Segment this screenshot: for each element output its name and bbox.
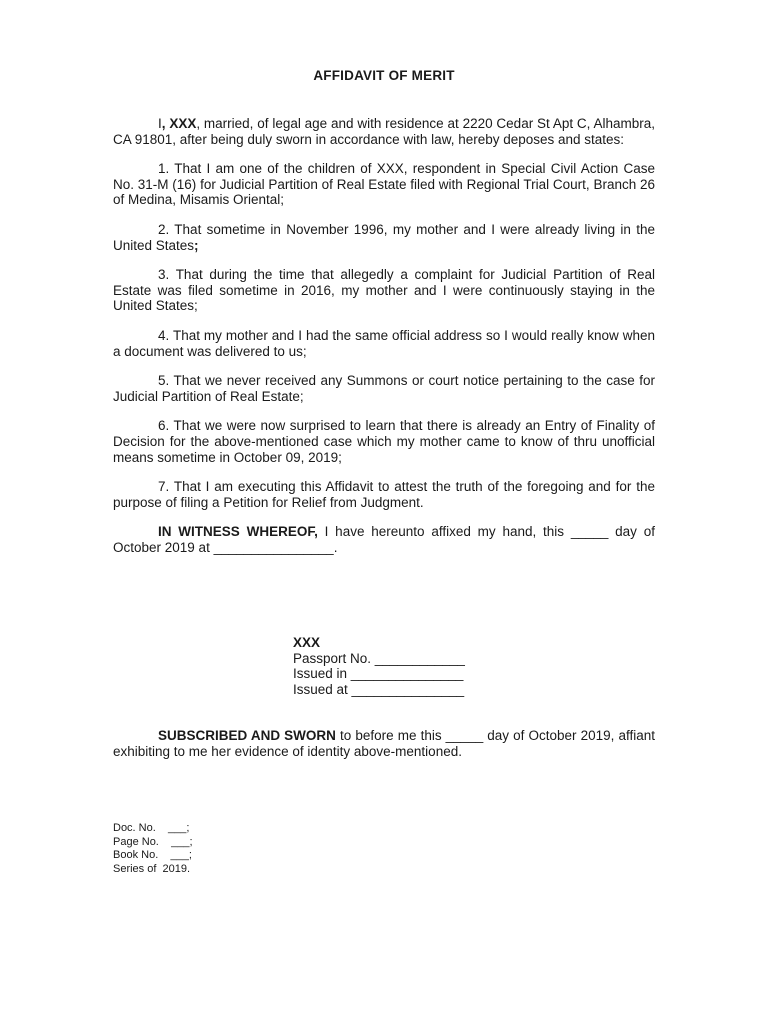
paragraph-3: 3. That during the time that allegedly a complaint for Judicial Partition of Real Estate was filed sometime in 2016, my mother and I were continuously staying in the United States;	[113, 267, 655, 314]
affiant-name: , XXX	[161, 116, 197, 131]
paragraph-6: 6. That we were now surprised to learn that there is already an Entry of Finality of Decision for the above-mentioned case which my mother came to know of thru unofficial means sometime in October 09, 2019;	[113, 418, 655, 465]
witness-lead: IN WITNESS WHEREOF,	[158, 524, 318, 540]
page-no: Page No. ___;	[113, 835, 193, 848]
witness-text: I have hereunto affixed my hand, this _____ day of October 2019 at ________________.	[113, 524, 655, 555]
paragraph-2-end: ;	[194, 237, 199, 253]
paragraph-2-text: 2. That sometime in November 1996, my mother and I were already living in the United States	[113, 221, 655, 253]
jurat-block	[113, 728, 655, 773]
intro-paragraph	[113, 116, 655, 147]
doc-no: Doc. No. ___;	[113, 822, 190, 834]
issued-at-line: Issued at _______________	[293, 681, 465, 697]
witness-paragraph	[113, 524, 655, 555]
passport-line: Passport No. ____________	[293, 650, 465, 666]
paragraph-4: 4. That my mother and I had the same official address so I would really know when a document was delivered to us;	[113, 327, 655, 359]
issued-in-line: Issued in _______________	[293, 666, 464, 682]
book-no: Book No. ___;	[113, 849, 192, 861]
affidavit-body	[113, 116, 655, 569]
paragraph-7: 7. That I am executing this Affidavit to attest the truth of the foregoing and for the purpose of filing a Petition for Relief from Judgment.	[113, 479, 655, 510]
intro-text: , married, of legal age and with residence at 2220 Cedar St Apt C, Alhambra, CA 91801, after being duly sworn in accordance with law, hereby deposes and states:	[113, 116, 656, 147]
paragraph-5: 5. That we never received any Summons or court notice pertaining to the case for Judicial Partition of Real Estate;	[113, 373, 655, 404]
signatory-name: XXX	[293, 635, 321, 650]
paragraph-2	[113, 222, 655, 253]
intro-prefix: I	[158, 116, 162, 131]
paragraph-1: 1. That I am one of the children of XXX, respondent in Special Civil Action Case No. 31-M (16) for Judicial Partition of Real Estate filed with Regional Trial Court, Branch 26 of Medina, Misamis Oriental;	[113, 161, 655, 208]
series: Series of 2019.	[113, 862, 191, 875]
signature-block	[293, 635, 465, 697]
document-title: AFFIDAVIT OF MERIT	[313, 68, 455, 83]
notary-register	[113, 822, 193, 876]
jurat-lead: SUBSCRIBED AND SWORN	[158, 728, 336, 743]
jurat-text: to before me this _____ day of October 2019, affiant exhibiting to me her evidence of identity above-mentioned.	[113, 728, 655, 759]
jurat-paragraph	[113, 728, 655, 759]
